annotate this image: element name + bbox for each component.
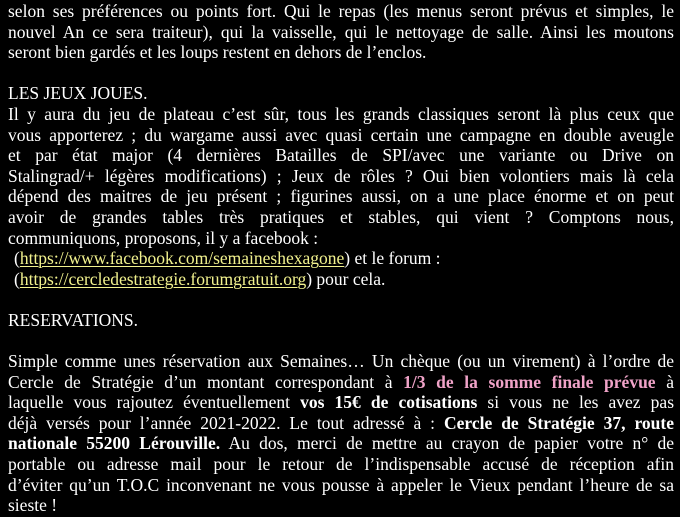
facebook-link-line: [8, 248, 674, 269]
reservation-text: Cercle de Stratégie d’un montant correspondant à: [8, 371, 404, 392]
reservation-line: Simple comme unes réservation aux Semaines… Un chèque (ou un virement) à l’ordre de: [8, 351, 674, 372]
paren-open: (: [14, 268, 20, 289]
games-line: dépend des maitres de jeu présent ; figurines aussi, on a une place énorme et on peut: [8, 186, 674, 207]
games-line: vous apporterez ; du wargame aussi avec quasi certain une campagne en double aveugle: [8, 124, 674, 145]
forum-link-line: [8, 269, 674, 290]
blank-line: [8, 63, 674, 84]
reservation-line: sieste !: [8, 495, 58, 516]
highlighted-amount: 1/3 de la somme finale prévue: [403, 371, 656, 392]
reservation-line: d’éviter qu’un T.O.C inconvenant ne vous pousse à appeler le Vieux pendant l’heure de sa: [8, 474, 674, 495]
blank-line: [8, 331, 674, 352]
reservation-line: [8, 372, 674, 393]
reservation-text: à: [655, 371, 674, 392]
forum-link[interactable]: https://cercledestrategie.forumgratuit.org: [19, 268, 307, 289]
facebook-link[interactable]: https://www.facebook.com/semaineshexagone: [19, 248, 345, 269]
reservation-text: laquelle vous rajoutez éventuellement: [8, 392, 301, 413]
games-line: Stalingrad/+ légères modifications) ; Jeux de rôles ? Oui bien volontiers mais là cela: [8, 165, 674, 186]
reservation-text: déjà versés pour l’année 2021-2022. Le tout adressé à :: [8, 412, 444, 433]
reservation-line: [8, 413, 674, 434]
facebook-link-after: ) et le forum :: [344, 248, 441, 269]
games-line: et par état major (4 dernières Batailles de SPI/avec une variante ou Drive on: [8, 145, 674, 166]
intro-line: seront bien gardés et les loups restent en dehors de l’enclos.: [8, 42, 427, 63]
games-section-heading: LES JEUX JOUES.: [8, 83, 148, 104]
intro-line: nouvel An ce sera traiteur), qui la vaisselle, qui le nettoyage de salle. Ainsi les moutons: [8, 21, 674, 42]
reservations-section-heading: RESERVATIONS.: [8, 309, 139, 330]
bold-address: nationale 55200 Lérouville.: [8, 433, 221, 454]
bold-address: Cercle de Stratégie 37, route: [443, 412, 674, 433]
games-line: communiquons, proposons, il y a facebook :: [8, 227, 319, 248]
reservation-line: [8, 392, 674, 413]
reservation-line: portable ou adresse mail pour le retour de l’indispensable accusé de réception afin: [8, 454, 674, 475]
reservation-text: si vous ne les avez pas: [477, 392, 674, 413]
bold-cotisations: vos 15€ de cotisations: [300, 392, 478, 413]
reservation-line: [8, 433, 674, 454]
intro-line: selon ses préférences ou points fort. Qui le repas (les menus seront prévus et simples, le: [8, 1, 674, 21]
blank-line: [8, 289, 674, 310]
games-line: Il y aura du jeu de plateau c’est sûr, tous les grands classiques seront là plus ceux que: [8, 103, 674, 124]
reservation-text: Au dos, merci de mettre au crayon de papier votre n° de: [220, 433, 674, 454]
paren-open: (: [14, 248, 20, 269]
forum-link-after: ) pour cela.: [306, 268, 386, 289]
document-page: [8, 1, 674, 516]
games-line: avoir de grandes tables très pratiques et stables, qui vient ? Comptons nous,: [8, 206, 674, 227]
